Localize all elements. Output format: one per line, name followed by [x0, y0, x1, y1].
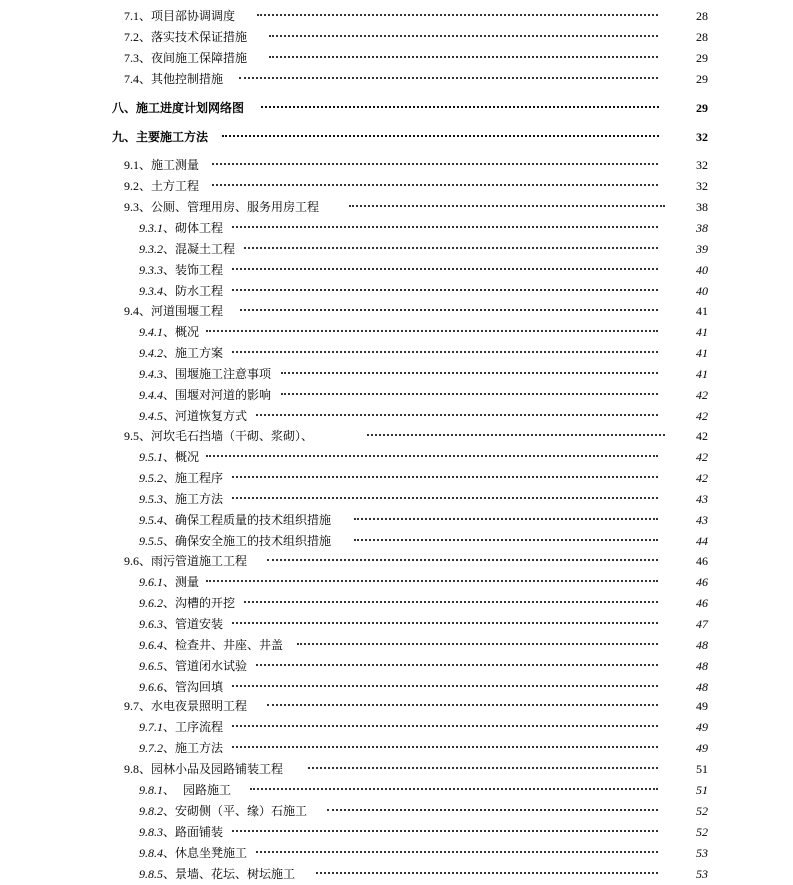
toc-entry-title: 施工程序 [175, 471, 224, 485]
toc-entry [0, 426, 793, 447]
toc-entry-page: 42 [696, 471, 708, 485]
toc-entry-separator: 、 [139, 9, 152, 23]
toc-entry-label [139, 572, 199, 593]
dot-leader [232, 289, 658, 291]
toc-entry [0, 759, 793, 780]
toc-entry-number: 7.2 [124, 30, 139, 44]
toc-entry-number: 7.3 [124, 51, 139, 65]
toc-entry-page: 48 [696, 680, 708, 694]
toc-entry-page: 46 [696, 596, 708, 610]
dot-leader [232, 351, 658, 353]
toc-entry-separator: 、 [163, 825, 176, 839]
toc-entry-page: 41 [696, 325, 708, 339]
toc-entry-separator: 、 [163, 680, 176, 694]
dot-leader [222, 135, 659, 137]
toc-entry-separator: 、 [163, 867, 176, 881]
toc-entry-number: 9.4.3 [139, 367, 163, 381]
toc-entry-number: 9.4.5 [139, 409, 163, 423]
toc-entry-label [139, 406, 247, 427]
dot-leader [261, 106, 659, 108]
toc-entry-separator: 、 [163, 492, 176, 506]
dot-leader [257, 14, 658, 16]
toc-entry-page: 47 [696, 617, 708, 631]
toc-entry-page: 38 [696, 221, 708, 235]
toc-entry-page: 44 [696, 534, 708, 548]
toc-entry-label [124, 551, 247, 572]
toc-entry-title: 概况 [175, 450, 200, 464]
toc-entry-page: 42 [696, 450, 708, 464]
toc-entry-page: 42 [696, 388, 708, 402]
toc-entry-title: 施工方法 [175, 492, 224, 506]
toc-entry-number: 九 [112, 130, 125, 144]
toc-entry-number: 9.3 [124, 200, 139, 214]
toc-entry-title: 景墙、花坛、树坛施工 [175, 867, 296, 881]
toc-entry [0, 343, 793, 364]
toc-entry [0, 301, 793, 322]
toc-entry-number: 9.5.1 [139, 450, 163, 464]
dot-leader [232, 746, 658, 748]
toc-entry [0, 677, 793, 698]
toc-entry-title: 公厕、管理用房、服务用房工程 [151, 200, 320, 214]
toc-chapter [0, 127, 793, 148]
toc-entry-label [139, 780, 231, 801]
toc-entry-label [124, 197, 319, 218]
toc-entry-page: 29 [696, 101, 708, 115]
toc-entry [0, 822, 793, 843]
toc-entry-separator: 、 [139, 429, 152, 443]
toc-entry-label [124, 696, 247, 717]
toc-entry-separator: 、 [124, 101, 137, 115]
toc-entry-label [139, 717, 223, 738]
toc-entry-separator: 、 [163, 741, 176, 755]
toc-entry [0, 69, 793, 90]
toc-entry-title: 落实技术保证措施 [151, 30, 248, 44]
dot-leader [206, 455, 658, 457]
dot-leader [206, 580, 658, 582]
toc-entry-number: 9.6.1 [139, 575, 163, 589]
toc-entry-page: 51 [696, 783, 708, 797]
dot-leader [244, 601, 658, 603]
toc-entry-number: 9.6.5 [139, 659, 163, 673]
toc-entry-page: 32 [696, 158, 708, 172]
toc-entry-label [139, 385, 271, 406]
dot-leader [267, 704, 658, 706]
toc-entry-page: 32 [696, 179, 708, 193]
toc-entry-separator: 、 [139, 762, 152, 776]
toc-entry-separator: 、 [139, 200, 152, 214]
toc-entry-title: 夜间施工保障措施 [151, 51, 248, 65]
toc-entry [0, 260, 793, 281]
toc-entry-page: 52 [696, 804, 708, 818]
toc-entry-title: 路面铺装 [175, 825, 224, 839]
toc-entry-title: 工序流程 [175, 720, 224, 734]
toc-entry-number: 9.8.4 [139, 846, 163, 860]
toc-entry-number: 9.3.2 [139, 242, 163, 256]
toc-entry-label [139, 738, 223, 759]
toc-entry-title: 管道安装 [175, 617, 224, 631]
toc-entry-separator: 、 [139, 72, 152, 86]
dot-leader [256, 851, 658, 853]
toc-entry-number: 9.5.2 [139, 471, 163, 485]
toc-entry [0, 510, 793, 531]
dot-leader [354, 518, 658, 520]
toc-entry-label [139, 656, 247, 677]
toc-entry [0, 48, 793, 69]
toc-entry-title: 园路施工 [183, 783, 232, 797]
dot-leader [232, 830, 658, 832]
toc-entry-label [139, 218, 223, 239]
toc-entry-page: 48 [696, 638, 708, 652]
dot-leader [349, 205, 665, 207]
dot-leader [232, 226, 658, 228]
toc-entry-separator: 、 [163, 534, 176, 548]
toc-entry-title: 土方工程 [151, 179, 200, 193]
toc-entry-title: 休息坐凳施工 [175, 846, 248, 860]
dot-leader [367, 434, 665, 436]
toc-entry-page: 49 [696, 699, 708, 713]
toc-entry-separator: 、 [163, 638, 176, 652]
toc-entry-number: 9.5.3 [139, 492, 163, 506]
toc-entry [0, 176, 793, 197]
dot-leader [256, 414, 658, 416]
toc-entry-label [139, 322, 199, 343]
toc-entry-number: 9.2 [124, 179, 139, 193]
toc-entry-label [124, 759, 283, 780]
dot-leader [244, 247, 658, 249]
toc-entry [0, 593, 793, 614]
toc-entry-page: 52 [696, 825, 708, 839]
toc-entry-page: 40 [696, 284, 708, 298]
toc-entry-title: 围堰对河道的影响 [175, 388, 272, 402]
toc-entry-page: 28 [696, 9, 708, 23]
toc-entry-title: 其他控制措施 [151, 72, 224, 86]
toc-entry-title: 混凝土工程 [175, 242, 236, 256]
toc-entry-label [139, 677, 223, 698]
toc-entry-label [124, 69, 223, 90]
dot-leader [240, 309, 658, 311]
toc-entry-title: 河道恢复方式 [175, 409, 248, 423]
toc-entry-separator: 、 [124, 130, 137, 144]
toc-entry [0, 738, 793, 759]
toc-entry-number: 八 [112, 101, 125, 115]
toc-chapter [0, 98, 793, 119]
toc-entry [0, 696, 793, 717]
dot-leader [297, 643, 658, 645]
toc-entry-separator: 、 [163, 388, 176, 402]
dot-leader [232, 685, 658, 687]
toc-entry-number: 9.5 [124, 429, 139, 443]
toc-entry-title: 河坎毛石挡墙（干砌、浆砌）、 [151, 429, 314, 443]
toc-entry-number: 9.8 [124, 762, 139, 776]
toc-entry-title: 园林小品及园路铺装工程 [151, 762, 284, 776]
toc-entry-separator: 、 [163, 242, 176, 256]
toc-entry-label [139, 239, 235, 260]
toc-entry-title: 测量 [175, 575, 200, 589]
toc-entry [0, 218, 793, 239]
dot-leader [281, 372, 658, 374]
toc-entry-label [139, 635, 283, 656]
toc-entry-label [139, 593, 235, 614]
toc-entry [0, 864, 793, 885]
toc-entry [0, 489, 793, 510]
toc-entry [0, 468, 793, 489]
toc-entry [0, 780, 793, 801]
dot-leader [327, 809, 658, 811]
toc-entry-number: 9.3.1 [139, 221, 163, 235]
toc-entry-separator: 、 [163, 471, 176, 485]
toc-entry-title: 施工方案 [175, 346, 224, 360]
toc-entry-separator: 、 [163, 783, 176, 797]
dot-leader [212, 163, 658, 165]
toc-entry-number: 9.7 [124, 699, 139, 713]
toc-entry [0, 322, 793, 343]
toc-entry [0, 27, 793, 48]
toc-entry-title: 水电夜景照明工程 [151, 699, 248, 713]
toc-entry-number: 9.4.2 [139, 346, 163, 360]
toc-entry-number: 9.4.4 [139, 388, 163, 402]
toc-entry-page: 40 [696, 263, 708, 277]
toc-entry-title: 主要施工方法 [136, 130, 209, 144]
toc-entry-separator: 、 [163, 263, 176, 277]
toc-entry-number: 9.1 [124, 158, 139, 172]
dot-leader [281, 393, 658, 395]
toc-entry-page: 28 [696, 30, 708, 44]
toc-entry-label [139, 510, 331, 531]
toc-entry-number: 9.4 [124, 304, 139, 318]
toc-entry [0, 406, 793, 427]
toc-entry-page: 29 [696, 72, 708, 86]
toc-entry-page: 39 [696, 242, 708, 256]
toc-entry-page: 49 [696, 741, 708, 755]
toc-entry-title: 防水工程 [175, 284, 224, 298]
toc-entry-page: 46 [696, 575, 708, 589]
toc-entry-page: 41 [696, 346, 708, 360]
toc-entry-title: 沟槽的开挖 [175, 596, 236, 610]
toc-entry-page: 38 [696, 200, 708, 214]
toc-entry-separator: 、 [139, 179, 152, 193]
toc-entry [0, 551, 793, 572]
toc-entry-page: 43 [696, 513, 708, 527]
toc-entry-separator: 、 [163, 367, 176, 381]
toc-entry-separator: 、 [163, 221, 176, 235]
toc-entry-page: 41 [696, 304, 708, 318]
toc-entry [0, 635, 793, 656]
dot-leader [269, 56, 658, 58]
toc-entry-separator: 、 [139, 699, 152, 713]
toc-entry-label [139, 864, 295, 885]
toc-entry-page: 41 [696, 367, 708, 381]
toc-entry-label [124, 6, 235, 27]
toc-entry-label [139, 614, 223, 635]
dot-leader [316, 872, 658, 874]
toc-entry-number: 7.4 [124, 72, 139, 86]
dot-leader [232, 622, 658, 624]
toc-entry-separator: 、 [163, 409, 176, 423]
toc-entry-label [112, 127, 208, 148]
toc-entry [0, 801, 793, 822]
dot-leader [212, 184, 658, 186]
toc-entry-separator: 、 [163, 617, 176, 631]
toc-entry-number: 9.8.5 [139, 867, 163, 881]
toc-entry-separator: 、 [163, 596, 176, 610]
toc-entry-label [139, 260, 223, 281]
toc-entry-label [139, 531, 331, 552]
toc-entry-label [112, 98, 244, 119]
dot-leader [232, 725, 658, 727]
toc-entry-separator: 、 [139, 51, 152, 65]
toc-entry-label [124, 176, 199, 197]
toc-entry [0, 572, 793, 593]
toc-entry-title: 雨污管道施工工程 [151, 554, 248, 568]
toc-entry-page: 42 [696, 409, 708, 423]
toc-entry-number: 9.7.1 [139, 720, 163, 734]
toc-entry-label [124, 426, 313, 447]
toc-entry-page: 51 [696, 762, 708, 776]
toc-entry-label [139, 801, 307, 822]
toc-entry-separator: 、 [163, 846, 176, 860]
toc-entry-separator: 、 [139, 158, 152, 172]
toc-entry-separator: 、 [139, 304, 152, 318]
toc-entry-label [139, 489, 223, 510]
dot-leader [206, 330, 658, 332]
toc-entry [0, 155, 793, 176]
toc-entry-title: 管沟回填 [175, 680, 224, 694]
toc-entry-page: 53 [696, 846, 708, 860]
toc-entry [0, 614, 793, 635]
toc-entry-page: 53 [696, 867, 708, 881]
toc-entry-title: 装饰工程 [175, 263, 224, 277]
toc-entry-number: 9.3.3 [139, 263, 163, 277]
toc-entry-separator: 、 [163, 659, 176, 673]
toc-entry-number: 9.5.4 [139, 513, 163, 527]
toc-entry-number: 9.6 [124, 554, 139, 568]
toc-entry-separator: 、 [163, 804, 176, 818]
toc-entry-page: 43 [696, 492, 708, 506]
toc-entry-number: 9.8.2 [139, 804, 163, 818]
toc-entry-title: 概况 [175, 325, 200, 339]
toc-entry-number: 9.8.3 [139, 825, 163, 839]
toc-entry-title: 施工方法 [175, 741, 224, 755]
toc-entry [0, 447, 793, 468]
toc-entry [0, 531, 793, 552]
toc-entry-page: 42 [696, 429, 708, 443]
dot-leader [232, 268, 658, 270]
dot-leader [239, 77, 658, 79]
toc-entry-number: 9.6.3 [139, 617, 163, 631]
toc-entry-title: 检查井、井座、井盖 [175, 638, 284, 652]
toc-entry-title: 围堰施工注意事项 [175, 367, 272, 381]
toc-entry-separator: 、 [163, 513, 176, 527]
toc-entry-separator: 、 [163, 346, 176, 360]
toc-entry-number: 9.6.2 [139, 596, 163, 610]
toc-entry-separator: 、 [163, 720, 176, 734]
toc-entry-page: 46 [696, 554, 708, 568]
toc-entry-separator: 、 [163, 284, 176, 298]
dot-leader [267, 559, 658, 561]
toc-entry [0, 281, 793, 302]
toc-entry-label [124, 301, 223, 322]
dot-leader [232, 476, 658, 478]
toc-entry [0, 843, 793, 864]
toc-entry-label [124, 155, 199, 176]
dot-leader [250, 788, 658, 790]
dot-leader [232, 497, 658, 499]
toc-entry [0, 656, 793, 677]
toc-entry-title: 确保安全施工的技术组织措施 [175, 534, 332, 548]
toc-entry-number: 9.8.1 [139, 783, 163, 797]
toc-entry-page: 32 [696, 130, 708, 144]
toc-entry-number: 9.7.2 [139, 741, 163, 755]
toc-entry-title: 河道围堰工程 [151, 304, 224, 318]
toc-entry [0, 239, 793, 260]
toc-entry-number: 9.4.1 [139, 325, 163, 339]
toc-entry-separator: 、 [139, 30, 152, 44]
toc-entry [0, 6, 793, 27]
toc-entry-title: 施工进度计划网络图 [136, 101, 245, 115]
toc-entry-title: 项目部协调调度 [151, 9, 236, 23]
dot-leader [308, 767, 658, 769]
toc-entry-separator: 、 [163, 325, 176, 339]
toc-entry-label [139, 822, 223, 843]
toc-entry-number: 9.5.5 [139, 534, 163, 548]
toc-entry-number: 9.3.4 [139, 284, 163, 298]
toc-entry-page: 29 [696, 51, 708, 65]
toc-entry [0, 364, 793, 385]
toc-entry-label [139, 281, 223, 302]
dot-leader [269, 35, 658, 37]
toc-entry [0, 717, 793, 738]
toc-entry-title: 砌体工程 [175, 221, 224, 235]
toc-entry-page: 49 [696, 720, 708, 734]
toc-entry-label [124, 48, 247, 69]
toc-entry-label [139, 843, 247, 864]
toc-entry-label [139, 343, 223, 364]
dot-leader [256, 664, 658, 666]
toc-entry-number: 9.6.6 [139, 680, 163, 694]
toc-entry-label [124, 27, 247, 48]
toc-entry-number: 9.6.4 [139, 638, 163, 652]
toc-entry-number: 7.1 [124, 9, 139, 23]
toc-entry-title: 管道闭水试验 [175, 659, 248, 673]
toc-entry-title: 安砌侧（平、缘）石施工 [175, 804, 308, 818]
toc-entry-page: 48 [696, 659, 708, 673]
dot-leader [354, 539, 658, 541]
toc-entry-label [139, 364, 271, 385]
toc-entry-separator: 、 [163, 450, 176, 464]
toc-entry-title: 施工测量 [151, 158, 200, 172]
toc-entry-label [139, 447, 199, 468]
toc-entry [0, 385, 793, 406]
toc-entry [0, 197, 793, 218]
toc-entry-separator: 、 [163, 575, 176, 589]
toc-entry-title: 确保工程质量的技术组织措施 [175, 513, 332, 527]
toc-entry-separator: 、 [139, 554, 152, 568]
toc-entry-label [139, 468, 223, 489]
